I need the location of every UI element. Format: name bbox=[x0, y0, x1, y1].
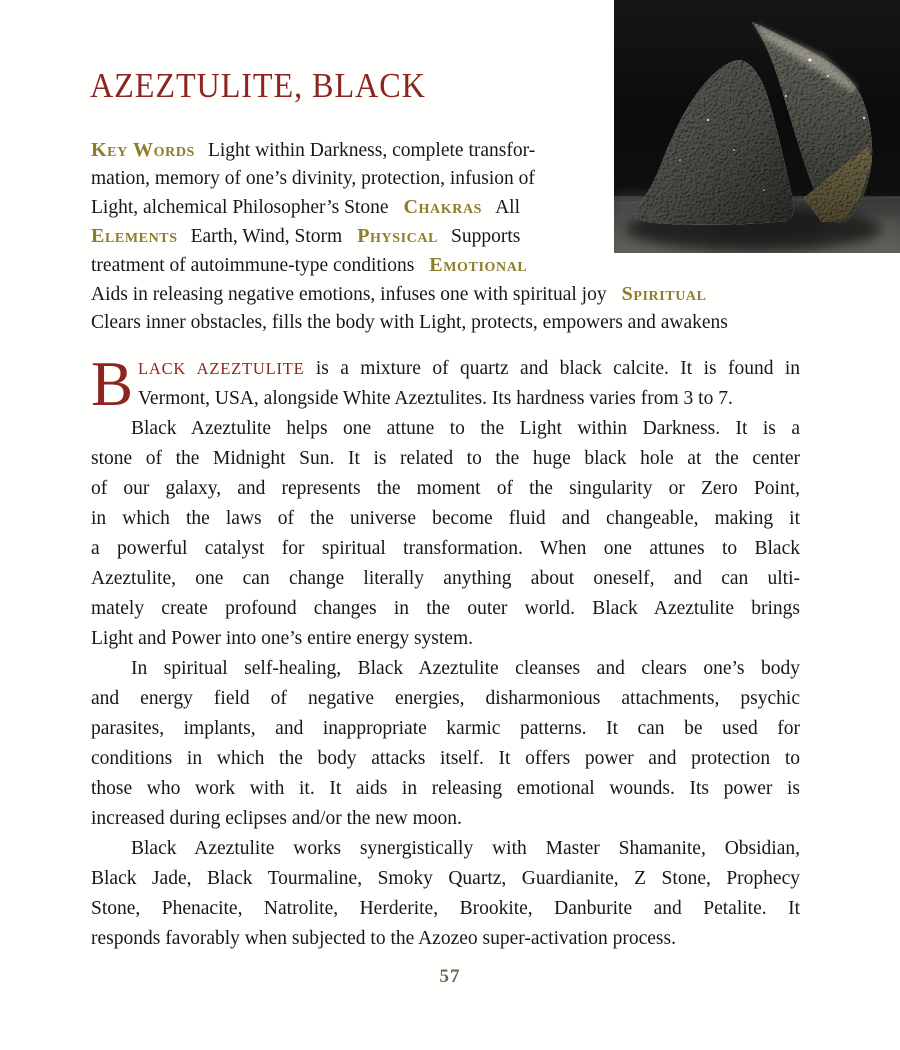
text-segment: treatment of autoimmune-type conditions bbox=[91, 255, 415, 276]
paragraph-line bbox=[91, 444, 800, 474]
keyword-line bbox=[91, 165, 803, 193]
paragraph-line bbox=[91, 414, 800, 444]
text-segment: parasites, implants, and inappropriate karmic patterns. It can be used for bbox=[91, 718, 800, 739]
text-segment: conditions in which the body attacks itself. It offers power and protection to bbox=[91, 748, 800, 769]
paragraph-line bbox=[91, 684, 800, 714]
text-segment: Aids in releasing negative emotions, infuses one with spiritual joy bbox=[91, 284, 607, 305]
text-segment: is a mixture of quartz and black calcite. It is found in bbox=[304, 358, 800, 379]
keyword-label: Emotional bbox=[429, 254, 528, 276]
paragraph-line bbox=[91, 474, 800, 504]
keyword-line bbox=[91, 251, 803, 280]
text-segment: Black Azeztulite helps one attune to the Light within Darkness. It is a bbox=[131, 418, 800, 439]
keyword-line bbox=[91, 280, 803, 309]
text-segment: Azeztulite, one can change literally anything about oneself, and can ulti- bbox=[91, 568, 800, 589]
paragraph-line bbox=[91, 834, 800, 864]
text-segment: of our galaxy, and represents the moment of the singularity or Zero Point, bbox=[91, 478, 800, 499]
body-text bbox=[91, 349, 800, 954]
lead-small-caps: LACK AZEZTULITE bbox=[138, 359, 305, 378]
text-segment: Earth, Wind, Storm bbox=[190, 226, 343, 247]
text-segment: mation, memory of one’s divinity, protection, infusion of bbox=[91, 168, 535, 189]
text-segment: stone of the Midnight Sun. It is related to the huge black hole at the center bbox=[91, 448, 800, 469]
paragraph-line bbox=[91, 744, 800, 774]
paragraph-line bbox=[91, 624, 800, 654]
text-segment: Stone, Phenacite, Natrolite, Herderite, Brookite, Danburite and Petalite. It bbox=[91, 898, 800, 919]
keyword-line bbox=[91, 136, 803, 165]
text-segment: increased during eclipses and/or the new moon. bbox=[91, 808, 462, 829]
keyword-label: Key Words bbox=[91, 139, 195, 161]
text-segment: those who work with it. It aids in releasing emotional wounds. Its power is bbox=[91, 778, 800, 799]
keyword-label: Chakras bbox=[403, 196, 483, 218]
paragraph-line bbox=[91, 804, 800, 834]
paragraph-line bbox=[91, 504, 800, 534]
paragraph-line bbox=[138, 384, 800, 414]
paragraph-line bbox=[91, 924, 800, 954]
text-segment: Clears inner obstacles, fills the body with Light, protects, empowers and awakens bbox=[91, 312, 728, 333]
keyword-line bbox=[91, 222, 803, 251]
paragraph-line bbox=[91, 564, 800, 594]
page-number: 57 bbox=[439, 966, 461, 987]
text-segment: Light, alchemical Philosopher’s Stone bbox=[91, 197, 389, 218]
text-segment: All bbox=[495, 197, 520, 218]
paragraph-line bbox=[91, 654, 800, 684]
text-segment: Supports bbox=[451, 226, 521, 247]
paragraph-line bbox=[91, 714, 800, 744]
paragraph-line bbox=[91, 774, 800, 804]
text-segment: and energy field of negative energies, disharmonious attachments, psychic bbox=[91, 688, 800, 709]
text-segment: a powerful catalyst for spiritual transformation. When one attunes to Black bbox=[91, 538, 800, 559]
page-title: AZEZTULITE, BLACK bbox=[90, 66, 426, 105]
text-segment: In spiritual self-healing, Black Azeztulite cleanses and clears one’s body bbox=[131, 658, 800, 679]
paragraph-line bbox=[91, 594, 800, 624]
text-segment: in which the laws of the universe become fluid and changeable, making it bbox=[91, 508, 800, 529]
text-segment: responds favorably when subjected to the Azozeo super-activation process. bbox=[91, 928, 676, 949]
paragraph-line bbox=[91, 894, 800, 924]
text-segment: Black Jade, Black Tourmaline, Smoky Quartz, Guardianite, Z Stone, Prophecy bbox=[91, 868, 800, 889]
text-segment: Light and Power into one’s entire energy system. bbox=[91, 628, 473, 649]
text-segment: Vermont, USA, alongside White Azeztulites. Its hardness varies from 3 to 7. bbox=[138, 388, 733, 409]
paragraph-line bbox=[91, 864, 800, 894]
drop-cap: B bbox=[91, 349, 134, 419]
keyword-line bbox=[91, 309, 803, 337]
paragraph-line bbox=[91, 534, 800, 564]
keyword-label: Spiritual bbox=[621, 283, 707, 305]
keywords-block bbox=[91, 136, 803, 337]
paragraph-line bbox=[138, 354, 800, 384]
text-segment: mately create profound changes in the outer world. Black Azeztulite brings bbox=[91, 598, 800, 619]
text-segment: Black Azeztulite works synergistically with Master Shamanite, Obsidian, bbox=[131, 838, 800, 859]
text-segment: Light within Darkness, complete transfor- bbox=[207, 140, 536, 161]
keyword-label: Physical bbox=[357, 225, 439, 247]
keyword-label: Elements bbox=[91, 225, 178, 247]
keyword-line bbox=[91, 193, 803, 222]
